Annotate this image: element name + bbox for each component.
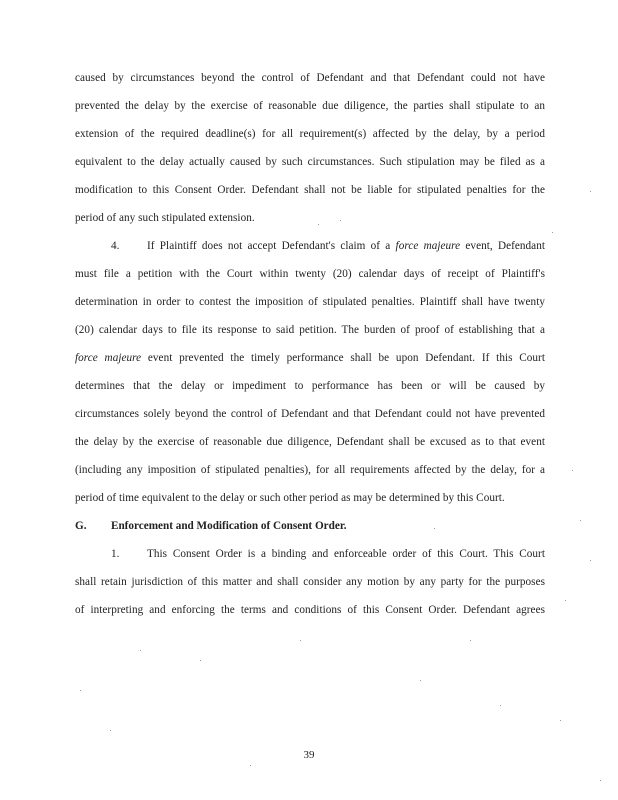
page-number: 39 (303, 749, 315, 761)
text-span: event, Defendant (460, 240, 545, 252)
paragraph-number: 4. (111, 240, 120, 252)
paragraph-number: 1. (111, 548, 120, 560)
scan-speck (590, 191, 591, 192)
text-line: of interpreting and enforcing the terms and conditions of this Consent Order. Defendant agrees (75, 604, 545, 616)
scan-speck (500, 705, 501, 706)
text-span: This Consent Order is a binding and enforceable order of this Court. This Court (147, 548, 545, 560)
scan-speck (565, 600, 566, 601)
text-line: determines that the delay or impediment to performance has been or will be caused by (75, 380, 545, 392)
text-line: extension of the required deadline(s) for all requirement(s) affected by the delay, by a period (75, 128, 545, 140)
text-line: (including any imposition of stipulated penalties), for all requirements affected by the delay, for a (75, 464, 545, 476)
italic-term: force majeure (75, 352, 142, 364)
scan-speck (590, 560, 591, 561)
scan-speck (140, 650, 141, 651)
text-span: If Plaintiff does not accept Defendant's claim of a (147, 240, 396, 252)
text-line: shall retain jurisdiction of this matter and shall consider any motion by any party for the purposes (75, 576, 545, 588)
text-line: period of any such stipulated extension. (75, 212, 255, 224)
text-line: must file a petition with the Court within twenty (20) calendar days of receipt of Plaintiff's (75, 268, 545, 280)
text-span: event prevented the timely performance shall be upon Defendant. If this Court (141, 352, 545, 364)
text-line: circumstances solely beyond the control of Defendant and that Defendant could not have prevented (75, 408, 545, 420)
text-line: prevented the delay by the exercise of reasonable due diligence, the parties shall stipulate to an (75, 100, 545, 112)
text-line (75, 351, 545, 365)
text-line: determination in order to contest the imposition of stipulated penalties. Plaintiff shall have twenty (75, 296, 545, 308)
scan-speck (560, 720, 561, 721)
scan-speck (340, 220, 341, 221)
paragraph-1-line (75, 547, 545, 561)
paragraph-4-line (75, 239, 545, 253)
scan-speck (434, 528, 435, 529)
scan-speck (580, 520, 581, 521)
text-line: (20) calendar days to file its response to said petition. The burden of proof of establishing that a (75, 324, 545, 336)
section-title: Enforcement and Modification of Consent Order. (111, 520, 347, 532)
text-line: period of time equivalent to the delay or such other period as may be determined by this Court. (75, 492, 505, 504)
scan-speck (110, 730, 111, 731)
scan-speck (300, 640, 301, 641)
text-line: equivalent to the delay actually caused by such circumstances. Such stipulation may be filed as a (75, 156, 545, 168)
italic-term: force majeure (395, 240, 461, 252)
scan-speck (600, 780, 601, 781)
text-line: the delay by the exercise of reasonable due diligence, Defendant shall be excused as to that event (75, 436, 545, 448)
scan-speck (420, 680, 421, 681)
scan-speck (318, 224, 319, 225)
text-line: caused by circumstances beyond the control of Defendant and that Defendant could not have (75, 72, 545, 84)
section-heading (75, 519, 347, 533)
scan-speck (80, 690, 81, 691)
text-line: modification to this Consent Order. Defendant shall not be liable for stipulated penalties for the (75, 184, 545, 196)
scan-speck (470, 640, 471, 641)
section-letter: G. (75, 520, 87, 532)
scan-speck (552, 232, 553, 233)
scan-speck (250, 765, 251, 766)
scan-speck (200, 660, 201, 661)
scan-speck (572, 470, 573, 471)
